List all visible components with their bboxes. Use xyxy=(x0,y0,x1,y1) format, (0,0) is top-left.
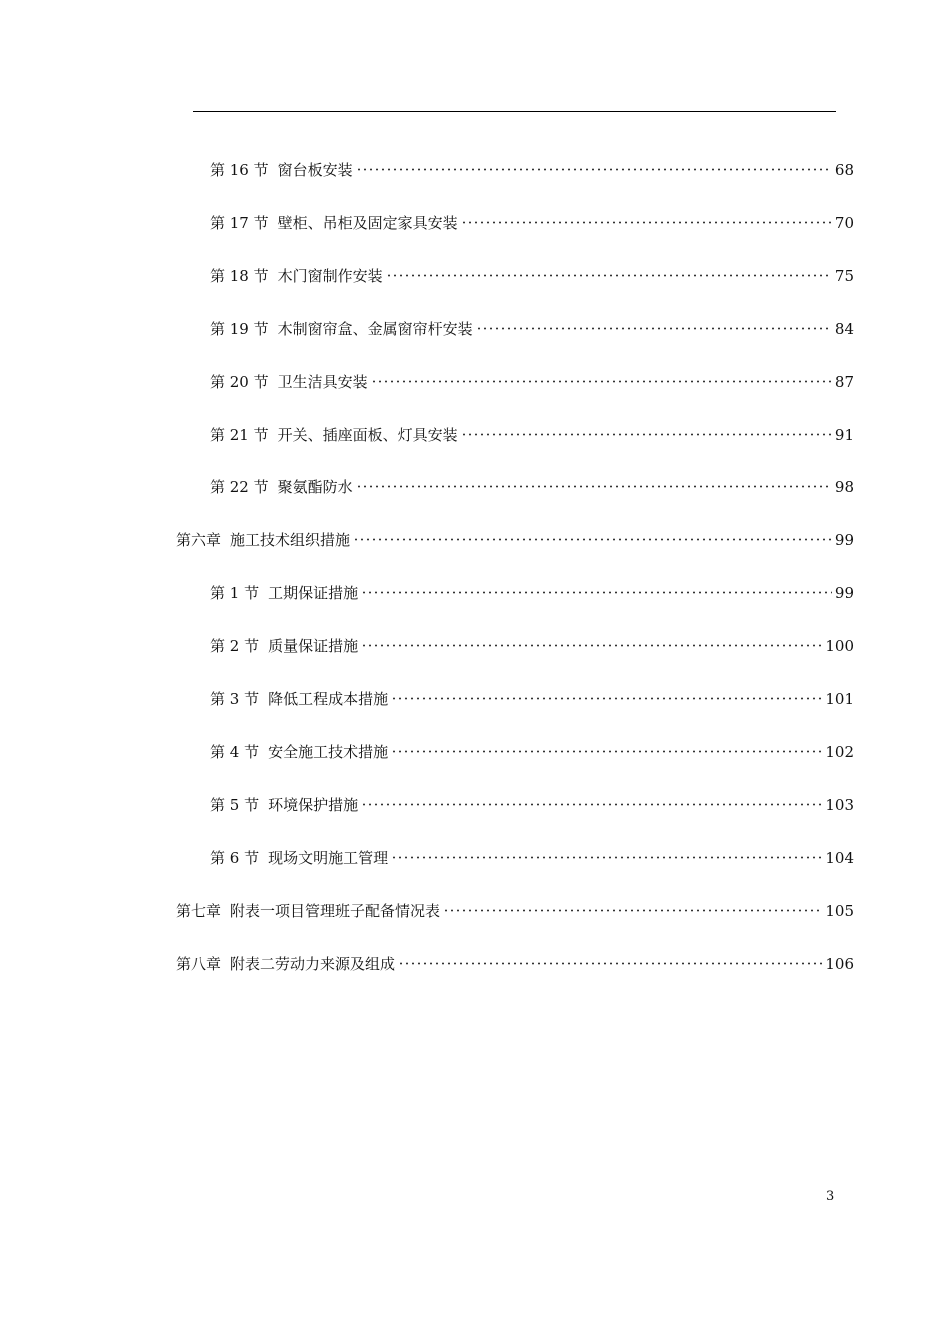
toc-entry[interactable] xyxy=(210,794,854,816)
toc-entry[interactable] xyxy=(210,371,854,393)
toc-entry-page: 84 xyxy=(834,320,854,338)
toc-entry-number: 第 18 节 xyxy=(210,267,269,285)
toc-dot-leader xyxy=(356,168,832,171)
toc-entry[interactable] xyxy=(210,159,854,181)
toc-entry-number: 第 2 节 xyxy=(210,637,260,655)
toc-entry[interactable] xyxy=(210,265,854,287)
toc-entry-page: 87 xyxy=(834,373,854,391)
toc-entry-title: 窗台板安装 xyxy=(277,161,353,179)
toc-entry-page: 70 xyxy=(834,214,854,232)
toc-entry-page: 68 xyxy=(834,161,854,179)
toc-dot-leader xyxy=(443,909,822,912)
toc-entry[interactable] xyxy=(210,212,854,234)
toc-dot-leader xyxy=(361,803,822,806)
toc-entry-title: 现场文明施工管理 xyxy=(268,849,389,867)
toc-entry-page: 101 xyxy=(825,690,854,708)
page-number: 3 xyxy=(826,1189,835,1204)
toc-dot-leader xyxy=(356,485,832,488)
toc-entry-number: 第 20 节 xyxy=(210,373,269,391)
toc-entry-title: 卫生洁具安装 xyxy=(277,373,368,391)
toc-entry-title: 附表二劳动力来源及组成 xyxy=(230,955,396,973)
toc-dot-leader xyxy=(371,380,832,383)
toc-entry[interactable] xyxy=(210,847,854,869)
toc-entry-number: 第 21 节 xyxy=(210,426,269,444)
toc-dot-leader xyxy=(391,856,822,859)
toc-entry-number: 第 22 节 xyxy=(210,478,269,496)
toc-entry[interactable] xyxy=(210,635,854,657)
toc-entry[interactable] xyxy=(176,529,854,551)
toc-entry-page: 91 xyxy=(834,426,854,444)
toc-entry-title: 木门窗制作安装 xyxy=(277,267,383,285)
toc-entry-number: 第 4 节 xyxy=(210,743,260,761)
toc-entry[interactable] xyxy=(210,582,854,604)
toc-entry[interactable] xyxy=(210,741,854,763)
toc-entry-title: 质量保证措施 xyxy=(268,637,359,655)
toc-entry-page: 99 xyxy=(834,584,854,602)
toc-entry-title: 安全施工技术措施 xyxy=(268,743,389,761)
toc-entry-title: 施工技术组织措施 xyxy=(230,531,351,549)
toc-dot-leader xyxy=(391,750,822,753)
toc-entry-page: 105 xyxy=(825,902,854,920)
toc-entry-number: 第 6 节 xyxy=(210,849,260,867)
toc-entry[interactable] xyxy=(210,476,854,498)
toc-entry-page: 106 xyxy=(825,955,854,973)
toc-entry-page: 98 xyxy=(834,478,854,496)
toc-entry[interactable] xyxy=(210,688,854,710)
toc-entry-page: 75 xyxy=(834,267,854,285)
toc-dot-leader xyxy=(461,221,832,224)
toc-entry-title: 壁柜、吊柜及固定家具安装 xyxy=(277,214,458,232)
toc-entry-title: 木制窗帘盒、金属窗帘杆安装 xyxy=(277,320,473,338)
toc-entry-number: 第 5 节 xyxy=(210,796,260,814)
toc-entry-number: 第八章 xyxy=(176,955,222,973)
toc-entry-title: 环境保护措施 xyxy=(268,796,359,814)
toc-entry-page: 100 xyxy=(825,637,854,655)
toc-entry-number: 第 19 节 xyxy=(210,320,269,338)
toc-entry-number: 第六章 xyxy=(176,531,222,549)
toc-entry-number: 第 3 节 xyxy=(210,690,260,708)
toc-dot-leader xyxy=(476,327,832,330)
toc-dot-leader xyxy=(386,274,832,277)
toc-dot-leader xyxy=(353,538,832,541)
toc-entry-number: 第 1 节 xyxy=(210,584,260,602)
toc-entry-number: 第 16 节 xyxy=(210,161,269,179)
toc-dot-leader xyxy=(361,591,832,594)
toc-entry[interactable] xyxy=(176,900,854,922)
toc-entry-title: 附表一项目管理班子配备情况表 xyxy=(230,902,441,920)
toc-entry-title: 工期保证措施 xyxy=(268,584,359,602)
toc-dot-leader xyxy=(398,962,822,965)
toc-entry-page: 102 xyxy=(825,743,854,761)
toc-entry[interactable] xyxy=(210,318,854,340)
toc-entry-title: 降低工程成本措施 xyxy=(268,690,389,708)
toc-entry[interactable] xyxy=(210,424,854,446)
toc-dot-leader xyxy=(391,697,822,700)
toc-entry-number: 第 17 节 xyxy=(210,214,269,232)
toc-dot-leader xyxy=(361,644,822,647)
toc-entry-page: 103 xyxy=(825,796,854,814)
toc-dot-leader xyxy=(461,433,832,436)
toc-entry-page: 104 xyxy=(825,849,854,867)
toc-entry-number: 第七章 xyxy=(176,902,222,920)
toc-entry-title: 开关、插座面板、灯具安装 xyxy=(277,426,458,444)
toc-entry-page: 99 xyxy=(834,531,854,549)
toc-entry[interactable] xyxy=(176,953,854,975)
toc-entry-title: 聚氨酯防水 xyxy=(277,478,353,496)
